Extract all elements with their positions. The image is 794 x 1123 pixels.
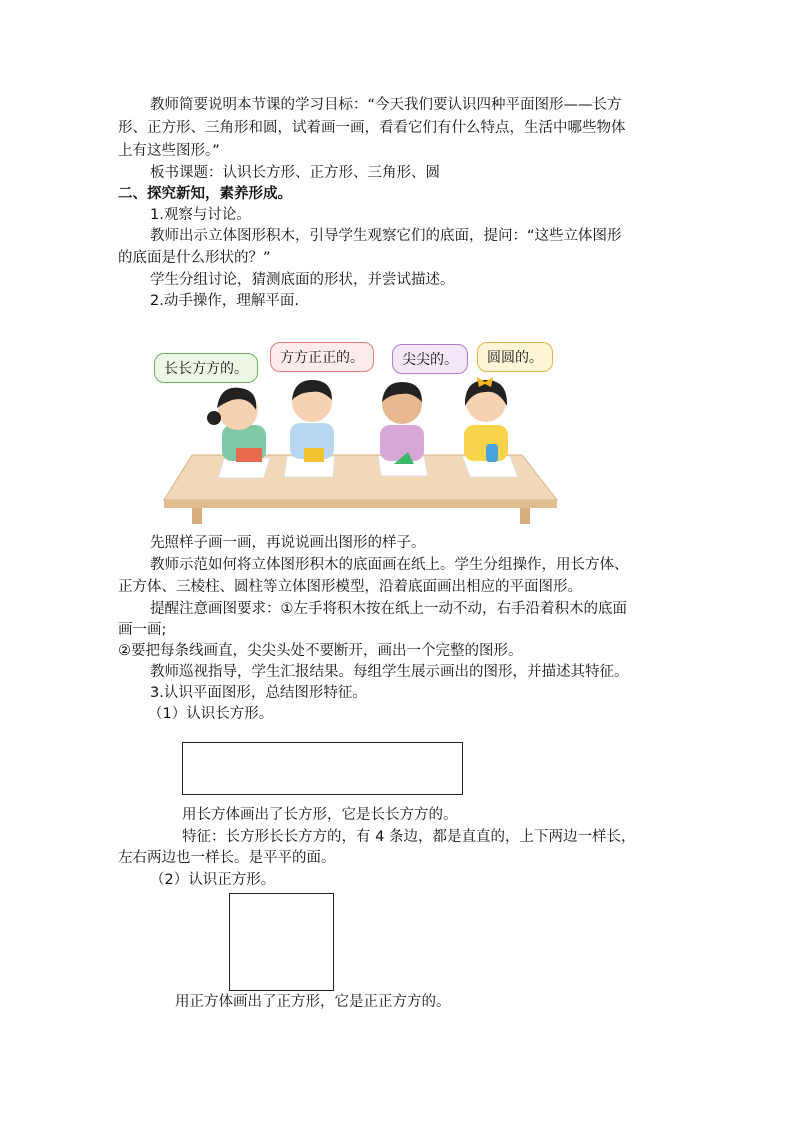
rect-feature-line-1: 特征：长方形长长方方的，有 4 条边，都是直直的，上下两边一样长，: [182, 829, 636, 845]
reminder-line-2: 画一画;: [118, 622, 167, 638]
intro-line-2: 形、正方形、三角形和圆，试着画一画，看看它们有什么特点，生活中哪些物体: [118, 120, 626, 136]
step-1-heading: 1.观察与讨论。: [150, 207, 251, 223]
reminder-line-3: ②要把每条线画直，尖尖头处不要断开，画出一个完整的图形。: [118, 643, 523, 659]
board-title: 板书课题：认识长方形、正方形、三角形、圆: [150, 165, 440, 181]
reminder-line-1: 提醒注意画图要求：①左手将积木按在纸上一动不动，右手沿着积木的底面: [150, 601, 627, 617]
rectangle-shape: [182, 742, 463, 795]
bubble-2: 方方正正的。: [270, 342, 374, 372]
square-caption: 用正方体画出了正方形，它是正正方方的。: [175, 994, 451, 1010]
demo-line-2: 正方体、三棱柱、圆柱等立体图形模型，沿着底面画出相应的平面图形。: [118, 579, 582, 595]
intro-line-1: 教师简要说明本节课的学习目标：“今天我们要认识四种平面图形——长方: [150, 97, 622, 113]
step-3-heading: 3.认识平面图形，总结图形特征。: [150, 685, 367, 701]
intro-line-3: 上有这些图形。”: [118, 143, 220, 159]
bubble-4: 圆圆的。: [477, 342, 553, 372]
guidance-line: 教师巡视指导，学生汇报结果。每组学生展示画出的图形，并描述其特征。: [150, 664, 629, 680]
square-shape: [229, 893, 334, 991]
kids-illustration: [152, 330, 562, 526]
step-1-line-3: 学生分组讨论，猜测底面的形状，并尝试描述。: [150, 272, 455, 288]
step-1-line-2: 的底面是什么形状的？”: [118, 250, 271, 266]
rect-heading: （1）认识长方形。: [148, 706, 274, 722]
rect-caption: 用长方体画出了长方形，它是长长方方的。: [182, 807, 458, 823]
section-heading: 二、探究新知，素养形成。: [118, 186, 292, 202]
draw-instruction: 先照样子画一画，再说说画出图形的样子。: [150, 535, 426, 551]
square-heading: （2）认识正方形。: [150, 872, 276, 888]
bubble-3: 尖尖的。: [392, 344, 468, 374]
bubble-1: 长长方方的。: [154, 353, 258, 383]
demo-line-1: 教师示范如何将立体图形积木的底面画在纸上。学生分组操作，用长方体、: [150, 557, 629, 573]
step-2-heading: 2.动手操作，理解平面.: [150, 293, 299, 309]
rect-feature-line-2: 左右两边也一样长。是平平的面。: [118, 850, 336, 866]
step-1-line-1: 教师出示立体图形积木，引导学生观察它们的底面，提问：“这些立体图形: [150, 228, 622, 244]
